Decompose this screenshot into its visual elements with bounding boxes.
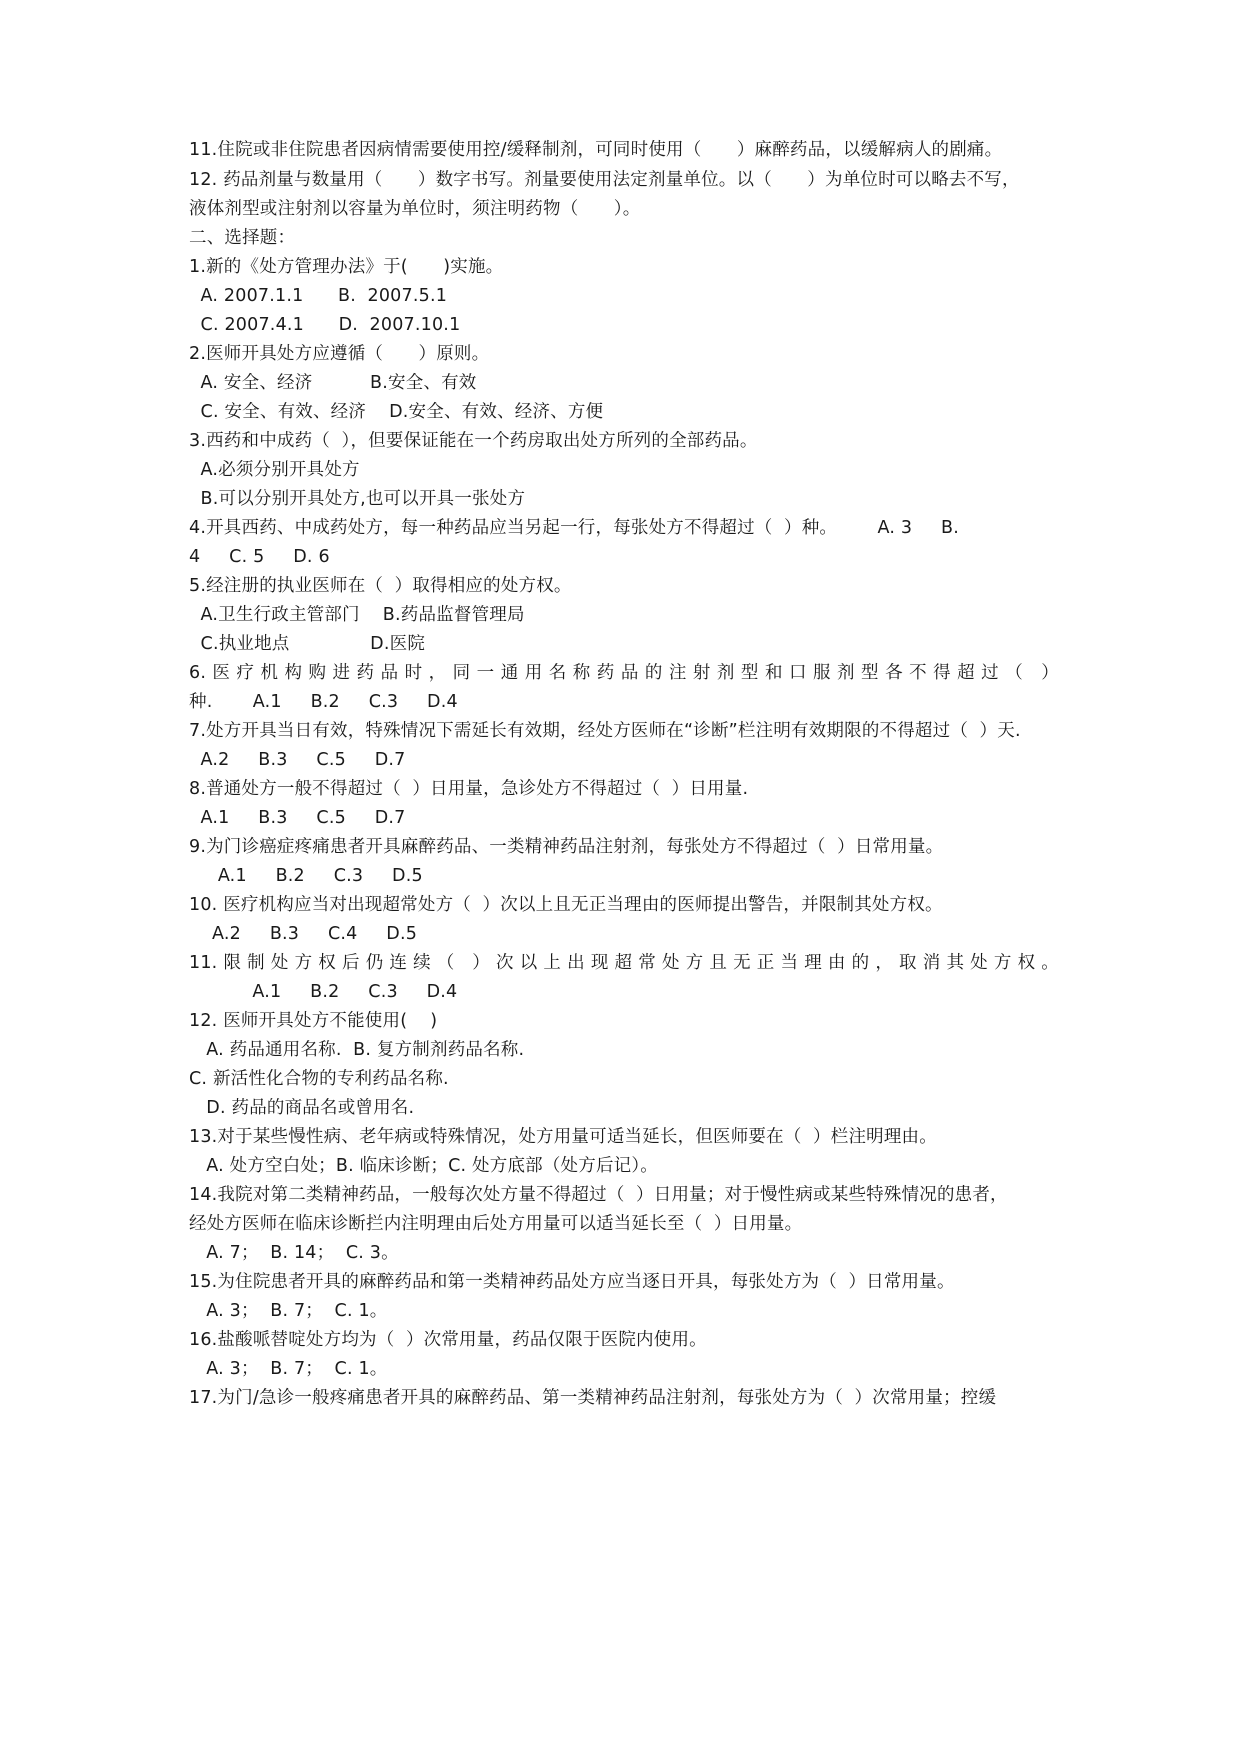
question-15: 15.为住院患者开具的麻醉药品和第一类精神药品处方应当逐日开具，每张处方为（ ）日常用量。 <box>189 1272 955 1292</box>
question-fill-12-line1: 12. 药品剂量与数量用（ ）数字书写。剂量要使用法定剂量单位。以（ ）为单位时可以略去不写， <box>189 170 1020 190</box>
question-12: 12. 医师开具处方不能使用( ) <box>189 1011 438 1031</box>
question-9-options: A.1 B.2 C.3 D.5 <box>189 866 423 886</box>
question-14-line1: 14.我院对第二类精神药品，一般每次处方量不得超过（ ）日用量；对于慢性病或某些特殊情况的患者， <box>189 1185 1008 1205</box>
question-1-options-cd: C. 2007.4.1 D. 2007.10.1 <box>189 315 461 335</box>
question-5-options-ab: A.卫生行政主管部门 B.药品监督管理局 <box>189 605 525 625</box>
question-9: 9.为门诊癌症疼痛患者开具麻醉药品、一类精神药品注射剂，每张处方不得超过（ ）日常用量。 <box>189 837 944 857</box>
question-15-options: A. 3； B. 7； C. 1。 <box>189 1301 388 1321</box>
question-16: 16.盐酸哌替啶处方均为（ ）次常用量，药品仅限于医院内使用。 <box>189 1330 707 1350</box>
question-11: 11.限制处方权后仍连续（ ）次以上出现超常处方且无正当理由的，取消其处方权。 <box>189 953 1059 973</box>
question-fill-12-line2: 液体剂型或注射剂以容量为单位时，须注明药物（ ）。 <box>189 199 641 219</box>
question-3: 3.西药和中成药（ ），但要保证能在一个药房取出处方所列的全部药品。 <box>189 431 758 451</box>
question-4-line2: 4 C. 5 D. 6 <box>189 547 330 567</box>
question-7: 7.处方开具当日有效，特殊情况下需延长有效期，经处方医师在“诊断”栏注明有效期限的不得超过（ ）天. <box>189 721 1021 741</box>
question-2-options-cd: C. 安全、有效、经济 D.安全、有效、经济、方便 <box>189 402 604 422</box>
question-3-option-a: A.必须分别开具处方 <box>189 460 360 480</box>
question-13: 13.对于某些慢性病、老年病或特殊情况，处方用量可适当延长，但医师要在（ ）栏注明理由。 <box>189 1127 937 1147</box>
question-fill-11: 11.住院或非住院患者因病情需要使用控/缓释制剂，可同时使用（ ）麻醉药品，以缓解病人的剧痛。 <box>189 140 1003 160</box>
question-12-options-ab: A. 药品通用名称. B. 复方制剂药品名称. <box>189 1040 525 1060</box>
question-10: 10. 医疗机构应当对出现超常处方（ ）次以上且无正当理由的医师提出警告，并限制其处方权。 <box>189 895 943 915</box>
question-6-line1: 6.医疗机构购进药品时，同一通用名称药品的注射剂型和口服剂型各不得超过（ ） <box>189 663 1059 683</box>
question-11-options: A.1 B.2 C.3 D.4 <box>189 982 458 1002</box>
question-8: 8.普通处方一般不得超过（ ）日用量，急诊处方不得超过（ ）日用量. <box>189 779 749 799</box>
question-7-options: A.2 B.3 C.5 D.7 <box>189 750 406 770</box>
question-14-options: A. 7； B. 14； C. 3。 <box>189 1243 399 1263</box>
question-13-options: A. 处方空白处；B. 临床诊断；C. 处方底部（处方后记）。 <box>189 1156 659 1176</box>
question-5-options-cd: C.执业地点 D.医院 <box>189 634 426 654</box>
question-1-options-ab: A. 2007.1.1 B. 2007.5.1 <box>189 286 448 306</box>
section-heading-choice: 二、选择题： <box>189 228 296 248</box>
question-2-options-ab: A. 安全、经济 B.安全、有效 <box>189 373 477 393</box>
question-6-line2: 种. A.1 B.2 C.3 D.4 <box>189 692 458 712</box>
question-14-line2: 经处方医师在临床诊断拦内注明理由后处方用量可以适当延长至（ ）日用量。 <box>189 1214 803 1234</box>
question-8-options: A.1 B.3 C.5 D.7 <box>189 808 406 828</box>
question-4-line1: 4.开具西药、中成药处方，每一种药品应当另起一行，每张处方不得超过（ ）种。 A. 3 B. <box>189 518 959 538</box>
question-1: 1.新的《处方管理办法》于( )实施。 <box>189 257 504 277</box>
question-12-option-c: C. 新活性化合物的专利药品名称. <box>189 1069 449 1089</box>
question-10-options: A.2 B.3 C.4 D.5 <box>189 924 418 944</box>
question-5: 5.经注册的执业医师在（ ）取得相应的处方权。 <box>189 576 572 596</box>
question-16-options: A. 3； B. 7； C. 1。 <box>189 1359 388 1379</box>
question-12-option-d: D. 药品的商品名或曾用名. <box>189 1098 415 1118</box>
question-17-line1: 17.为门/急诊一般疼痛患者开具的麻醉药品、第一类精神药品注射剂，每张处方为（ ）次常用量；控缓 <box>189 1388 997 1408</box>
question-2: 2.医师开具处方应遵循（ ）原则。 <box>189 344 490 364</box>
question-3-option-b: B.可以分别开具处方,也可以开具一张处方 <box>189 489 526 509</box>
